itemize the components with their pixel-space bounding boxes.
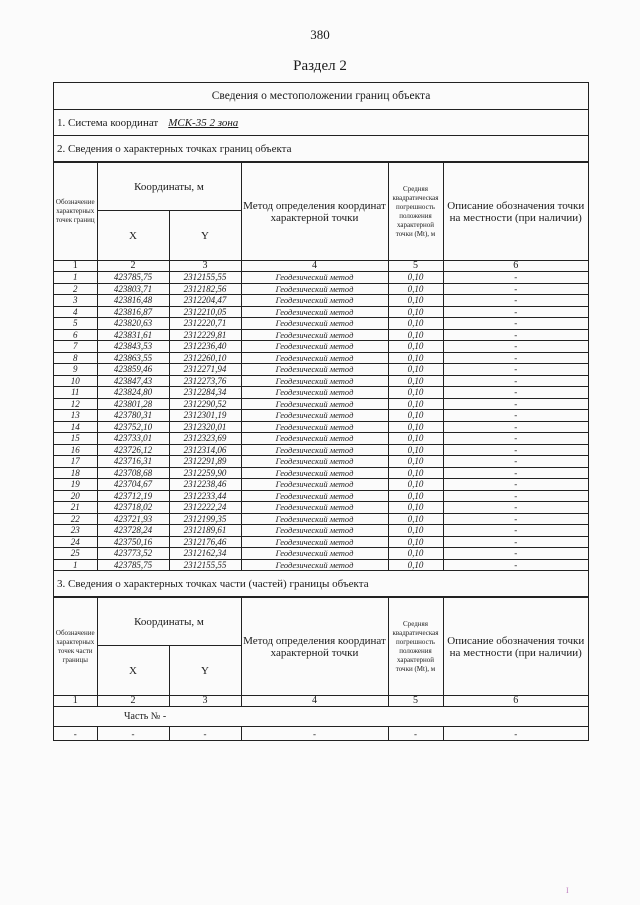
description: - (443, 398, 588, 410)
coord-x: 423726,12 (97, 444, 169, 456)
part-cell: - (54, 727, 97, 741)
coord-x: 423752,10 (97, 421, 169, 433)
mt-value: 0,10 (388, 490, 443, 502)
point-id: 16 (54, 444, 97, 456)
description: - (443, 329, 588, 341)
coord-y: 2312162,34 (169, 548, 241, 560)
coord-x: 423859,46 (97, 364, 169, 376)
mt-value: 0,10 (388, 272, 443, 284)
point-id: 5 (54, 318, 97, 330)
description: - (443, 490, 588, 502)
coord-x: 423708,68 (97, 467, 169, 479)
method: Геодезический метод (241, 467, 388, 479)
points-table (54, 162, 588, 571)
mt-value: 0,10 (388, 341, 443, 353)
point-id: 20 (54, 490, 97, 502)
method: Геодезический метод (241, 318, 388, 330)
point-id: 2 (54, 283, 97, 295)
part-cell: - (388, 727, 443, 741)
mt-value: 0,10 (388, 318, 443, 330)
table-row (54, 318, 588, 330)
coord-x: 423831,61 (97, 329, 169, 341)
table-row (54, 467, 588, 479)
table-row (54, 513, 588, 525)
coord-x: 423785,75 (97, 272, 169, 284)
coord-y: 2312182,56 (169, 283, 241, 295)
coord-x: 423820,63 (97, 318, 169, 330)
coord-y: 2312176,46 (169, 536, 241, 548)
coord-y: 2312210,05 (169, 306, 241, 318)
header-desc: Описание обозначения точки на местности (при наличии) (443, 163, 588, 261)
table-row (54, 502, 588, 514)
table-row (54, 444, 588, 456)
point-id: 3 (54, 295, 97, 307)
coord-x: 423721,93 (97, 513, 169, 525)
description: - (443, 375, 588, 387)
coord-x: 423785,75 (97, 559, 169, 571)
table-row (54, 525, 588, 537)
parts-header-y: Y (169, 646, 241, 696)
header-point: Обозначение характерных точек границ (54, 163, 97, 261)
method: Геодезический метод (241, 502, 388, 514)
col-num: 2 (97, 261, 169, 272)
coord-x: 423847,43 (97, 375, 169, 387)
header-method: Метод определения координат характерной точки (241, 163, 388, 261)
coord-x: 423750,16 (97, 536, 169, 548)
table-row (54, 352, 588, 364)
method: Геодезический метод (241, 352, 388, 364)
description: - (443, 421, 588, 433)
mt-value: 0,10 (388, 513, 443, 525)
parts-header-desc: Описание обозначения точки на местности (при наличии) (443, 598, 588, 696)
table-row (54, 548, 588, 560)
part-label-row (54, 707, 588, 727)
method: Геодезический метод (241, 513, 388, 525)
description: - (443, 341, 588, 353)
mt-value: 0,10 (388, 559, 443, 571)
table-row (54, 433, 588, 445)
part-cell: - (241, 727, 388, 741)
coord-y: 2312220,71 (169, 318, 241, 330)
header-x: X (97, 211, 169, 261)
mt-value: 0,10 (388, 525, 443, 537)
section-title: Раздел 2 (293, 58, 347, 74)
description: - (443, 433, 588, 445)
coord-x: 423704,67 (97, 479, 169, 491)
parts-column-numbers-row (54, 696, 588, 707)
col-num: 1 (54, 261, 97, 272)
mt-value: 0,10 (388, 398, 443, 410)
part-cell: - (169, 727, 241, 741)
mt-value: 0,10 (388, 456, 443, 468)
description: - (443, 502, 588, 514)
coord-x: 423843,53 (97, 341, 169, 353)
point-id: 7 (54, 341, 97, 353)
footer-mark: I (566, 886, 569, 895)
point-id: 12 (54, 398, 97, 410)
header-y: Y (169, 211, 241, 261)
boundary-sheet (53, 82, 589, 741)
coord-y: 2312290,52 (169, 398, 241, 410)
coord-y: 2312284,34 (169, 387, 241, 399)
point-id: 1 (54, 272, 97, 284)
mt-value: 0,10 (388, 283, 443, 295)
coord-y: 2312222,24 (169, 502, 241, 514)
point-id: 17 (54, 456, 97, 468)
coord-x: 423773,52 (97, 548, 169, 560)
point-id: 18 (54, 467, 97, 479)
coord-x: 423824,80 (97, 387, 169, 399)
coord-y: 2312236,40 (169, 341, 241, 353)
parts-header-method: Метод определения координат характерной точки (241, 598, 388, 696)
method: Геодезический метод (241, 479, 388, 491)
parts-header-point: Обозначение характерных точек части границы (54, 598, 97, 696)
coord-x: 423816,87 (97, 306, 169, 318)
mt-value: 0,10 (388, 536, 443, 548)
point-id: 6 (54, 329, 97, 341)
table-row (54, 421, 588, 433)
col-num: 3 (169, 696, 241, 707)
point-id: 22 (54, 513, 97, 525)
table-row (54, 329, 588, 341)
coord-y: 2312271,94 (169, 364, 241, 376)
coord-y: 2312199,35 (169, 513, 241, 525)
coord-x: 423863,55 (97, 352, 169, 364)
part-cell: - (97, 727, 169, 741)
mt-value: 0,10 (388, 421, 443, 433)
mt-value: 0,10 (388, 548, 443, 560)
col-num: 4 (241, 261, 388, 272)
mt-value: 0,10 (388, 295, 443, 307)
mt-value: 0,10 (388, 410, 443, 422)
parts-section-title: 3. Сведения о характерных точках части (частей) границы объекта (54, 571, 588, 597)
table-row (54, 559, 588, 571)
point-id: 10 (54, 375, 97, 387)
coord-y: 2312320,01 (169, 421, 241, 433)
part-label: Часть № - (54, 707, 588, 727)
table-row (54, 295, 588, 307)
description: - (443, 318, 588, 330)
point-id: 4 (54, 306, 97, 318)
description: - (443, 272, 588, 284)
table-row (54, 272, 588, 284)
description: - (443, 456, 588, 468)
description: - (443, 410, 588, 422)
sheet-heading: Сведения о местоположении границ объекта (54, 83, 588, 110)
description: - (443, 479, 588, 491)
mt-value: 0,10 (388, 364, 443, 376)
point-id: 15 (54, 433, 97, 445)
method: Геодезический метод (241, 421, 388, 433)
coord-x: 423712,19 (97, 490, 169, 502)
coord-y: 2312238,46 (169, 479, 241, 491)
description: - (443, 283, 588, 295)
coord-y: 2312229,81 (169, 329, 241, 341)
method: Геодезический метод (241, 283, 388, 295)
point-id: 14 (54, 421, 97, 433)
header-mt: Средняя квадратическая погрешность положения характерной точки (Mt), м (388, 163, 443, 261)
mt-value: 0,10 (388, 306, 443, 318)
method: Геодезический метод (241, 433, 388, 445)
description: - (443, 295, 588, 307)
description: - (443, 467, 588, 479)
method: Геодезический метод (241, 306, 388, 318)
description: - (443, 306, 588, 318)
col-num: 6 (443, 261, 588, 272)
table-row (54, 341, 588, 353)
method: Геодезический метод (241, 329, 388, 341)
coord-system-value: МСК-35 2 зона (168, 116, 239, 129)
points-section-title: 2. Сведения о характерных точках границ объекта (54, 136, 588, 162)
table-row (54, 456, 588, 468)
method: Геодезический метод (241, 364, 388, 376)
points-body (54, 272, 588, 571)
col-num: 6 (443, 696, 588, 707)
table-row (54, 387, 588, 399)
table-row (54, 283, 588, 295)
col-num: 4 (241, 696, 388, 707)
description: - (443, 352, 588, 364)
table-row (54, 364, 588, 376)
method: Геодезический метод (241, 398, 388, 410)
coord-y: 2312291,89 (169, 456, 241, 468)
description: - (443, 559, 588, 571)
method: Геодезический метод (241, 387, 388, 399)
coord-y: 2312155,55 (169, 559, 241, 571)
table-row (54, 490, 588, 502)
coord-x: 423733,01 (97, 433, 169, 445)
point-id: 24 (54, 536, 97, 548)
point-id: 25 (54, 548, 97, 560)
coord-x: 423716,31 (97, 456, 169, 468)
method: Геодезический метод (241, 559, 388, 571)
mt-value: 0,10 (388, 479, 443, 491)
description: - (443, 536, 588, 548)
mt-value: 0,10 (388, 352, 443, 364)
table-row (54, 536, 588, 548)
method: Геодезический метод (241, 272, 388, 284)
method: Геодезический метод (241, 375, 388, 387)
point-id: 13 (54, 410, 97, 422)
mt-value: 0,10 (388, 329, 443, 341)
coord-system-row (54, 110, 588, 136)
parts-header-x: X (97, 646, 169, 696)
coord-x: 423780,31 (97, 410, 169, 422)
parts-header-mt: Средняя квадратическая погрешность положения характерной точки (Mt), м (388, 598, 443, 696)
table-row (54, 479, 588, 491)
point-id: 19 (54, 479, 97, 491)
coord-y: 2312204,47 (169, 295, 241, 307)
method: Геодезический метод (241, 548, 388, 560)
coord-system-label: 1. Система координат (57, 116, 159, 129)
coord-x: 423718,02 (97, 502, 169, 514)
col-num: 5 (388, 261, 443, 272)
mt-value: 0,10 (388, 502, 443, 514)
description: - (443, 525, 588, 537)
method: Геодезический метод (241, 490, 388, 502)
coord-x: 423801,28 (97, 398, 169, 410)
mt-value: 0,10 (388, 444, 443, 456)
mt-value: 0,10 (388, 387, 443, 399)
col-num: 2 (97, 696, 169, 707)
coord-y: 2312155,55 (169, 272, 241, 284)
coord-x: 423803,71 (97, 283, 169, 295)
column-numbers-row (54, 261, 588, 272)
point-id: 21 (54, 502, 97, 514)
method: Геодезический метод (241, 341, 388, 353)
table-row (54, 410, 588, 422)
table-row (54, 375, 588, 387)
method: Геодезический метод (241, 295, 388, 307)
part-cell: - (443, 727, 588, 741)
coord-y: 2312273,76 (169, 375, 241, 387)
coord-x: 423816,48 (97, 295, 169, 307)
description: - (443, 364, 588, 376)
coord-y: 2312259,90 (169, 467, 241, 479)
description: - (443, 444, 588, 456)
parts-table (54, 597, 588, 741)
point-id: 9 (54, 364, 97, 376)
coord-y: 2312301,19 (169, 410, 241, 422)
description: - (443, 513, 588, 525)
page-number: 380 (310, 27, 330, 42)
method: Геодезический метод (241, 410, 388, 422)
table-row (54, 306, 588, 318)
point-id: 23 (54, 525, 97, 537)
col-num: 3 (169, 261, 241, 272)
mt-value: 0,10 (388, 375, 443, 387)
description: - (443, 387, 588, 399)
method: Геодезический метод (241, 536, 388, 548)
table-row (54, 398, 588, 410)
part-data-row (54, 727, 588, 741)
coord-x: 423728,24 (97, 525, 169, 537)
col-num: 1 (54, 696, 97, 707)
mt-value: 0,10 (388, 433, 443, 445)
mt-value: 0,10 (388, 467, 443, 479)
coord-y: 2312189,61 (169, 525, 241, 537)
coord-y: 2312260,10 (169, 352, 241, 364)
method: Геодезический метод (241, 444, 388, 456)
point-id: 1 (54, 559, 97, 571)
coord-y: 2312323,69 (169, 433, 241, 445)
point-id: 11 (54, 387, 97, 399)
point-id: 8 (54, 352, 97, 364)
header-coords: Координаты, м (97, 163, 241, 211)
col-num: 5 (388, 696, 443, 707)
parts-header-coords: Координаты, м (97, 598, 241, 646)
method: Геодезический метод (241, 525, 388, 537)
method: Геодезический метод (241, 456, 388, 468)
coord-y: 2312314,06 (169, 444, 241, 456)
coord-y: 2312233,44 (169, 490, 241, 502)
description: - (443, 548, 588, 560)
